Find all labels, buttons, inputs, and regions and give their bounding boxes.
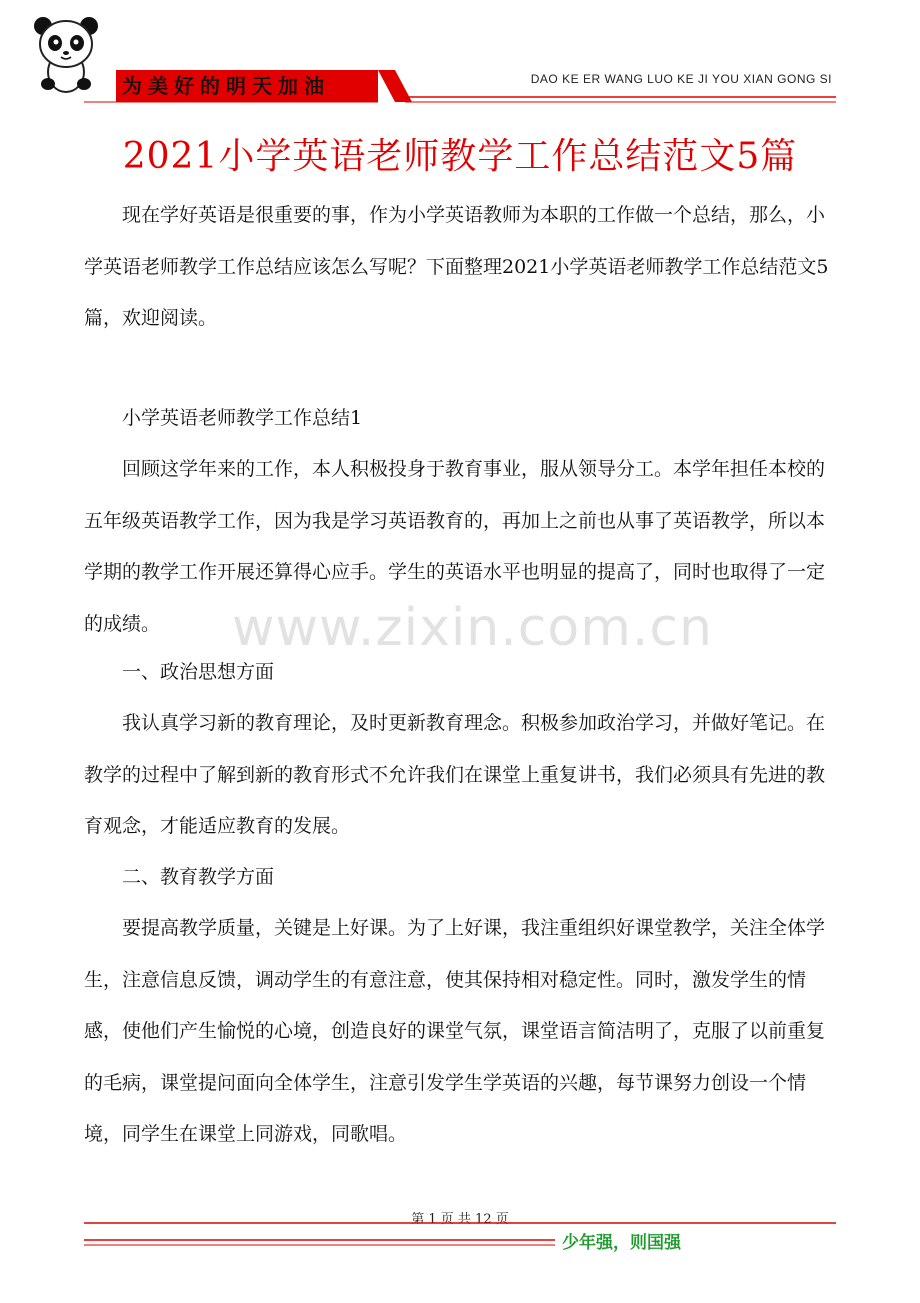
watermark: www.zixin.com.cn (232, 598, 713, 658)
company-name: DAO KE ER WANG LUO KE JI YOU XIAN GONG SI (530, 72, 832, 86)
header-banner-text: 为美好的明天加油 (122, 74, 330, 98)
page-indicator: 第 1 页 共 12 页 (411, 1212, 509, 1227)
footer-slogan: 少年强，则国强 (562, 1233, 681, 1253)
politics-paragraph: 我认真学习新的教育理论，及时更新教育理念。积极参加政治学习，并做好笔记。在教学的过程中了解到新的教育形式不允许我们在课堂上重复讲书，我们必须具有先进的教育观念，才能适应教育的发展。 (84, 712, 826, 837)
section-paragraph: 回顾这学年来的工作，本人积极投身于教育事业，服从领导分工。本学年担任本校的五年级英语教学工作，因为我是学习英语教育的，再加上之前也从事了英语教学，所以本学期的教学工作开展还算得心应手。学生的英语水平也明显的提高了，同时也取得了一定的成绩。 (84, 458, 826, 635)
intro-paragraph: 现在学好英语是很重要的事，作为小学英语教师为本职的工作做一个总结，那么，小学英语老师教学工作总结应该怎么写呢？下面整理2021小学英语老师教学工作总结范文5篇，欢迎阅读。 (84, 204, 829, 329)
footer-rule (0, 1215, 920, 1255)
section-title: 小学英语老师教学工作总结1 (122, 407, 363, 429)
document-title: 2021小学英语老师教学工作总结范文5篇 (122, 136, 798, 177)
teaching-paragraph: 要提高教学质量，关键是上好课。为了上好课，我注重组织好课堂教学，关注全体学生，注意信息反馈，调动学生的有意注意，使其保持相对稳定性。同时，激发学生的情感，使他们产生愉悦的心境，创造良好的课堂气氛，课堂语言简洁明了，克服了以前重复的毛病，课堂提问面向全体学生，注意引发学生学英语的兴趣，每节课努力创设一个情境，同学生在课堂上同游戏，同歌唱。 (84, 917, 826, 1145)
heading-teaching: 二、教育教学方面 (122, 866, 275, 888)
heading-politics: 一、政治思想方面 (122, 661, 275, 683)
